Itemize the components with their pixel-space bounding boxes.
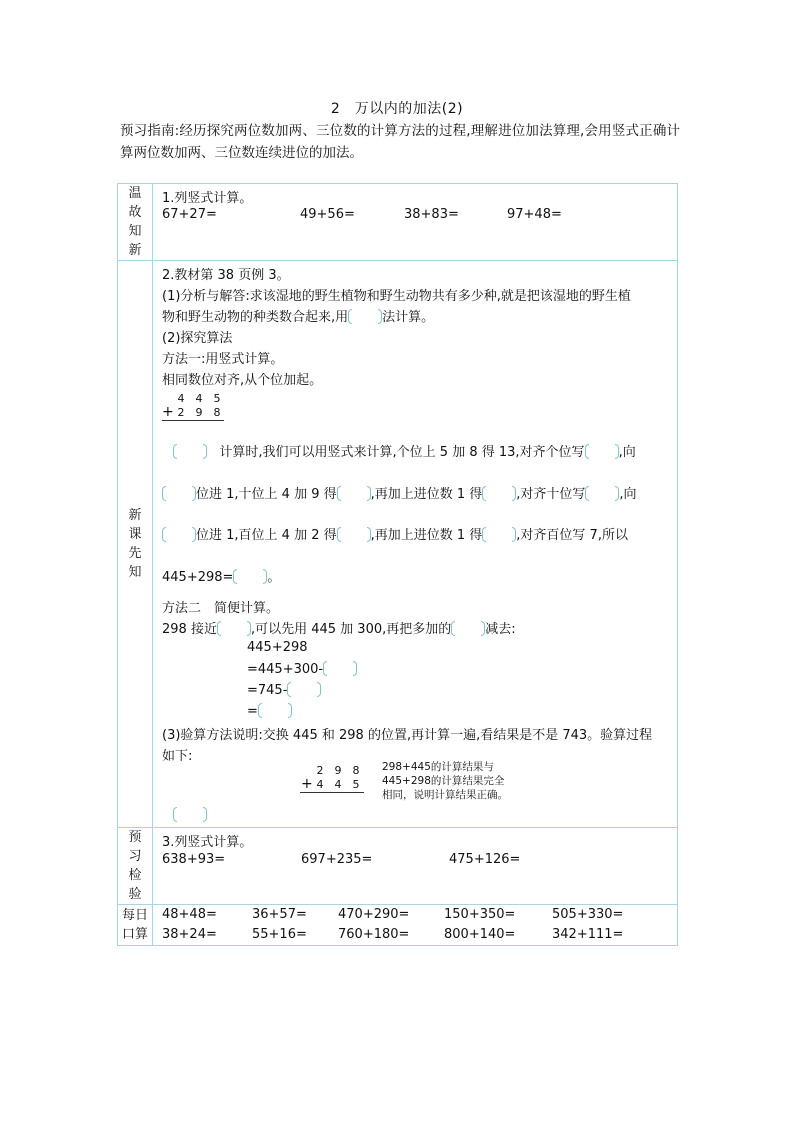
digit: 9 — [334, 764, 342, 777]
step-text: =745- — [247, 683, 288, 698]
review-label: 温故知新 — [128, 186, 142, 258]
daily-label-cell — [118, 905, 153, 946]
digit: 8 — [352, 764, 360, 777]
analysis-text: 物和野生动物的种类数合起来,用 — [162, 310, 349, 325]
daily-problem: 55+16= — [252, 927, 307, 942]
answer-blank[interactable] — [162, 486, 196, 500]
newlesson-label: 新课先知 — [128, 508, 142, 580]
process-line — [173, 441, 636, 460]
vertical-calc-445-298 — [162, 392, 232, 420]
daily-problem: 342+111= — [552, 927, 624, 942]
daily-row — [118, 905, 678, 946]
method2-text: 298 接近 — [162, 622, 217, 637]
daily-label: 每日 — [121, 908, 148, 923]
daily-label: 口算 — [121, 927, 148, 942]
method2-text: ,可以先用 445 加 300,再把多加的 — [250, 622, 452, 637]
step-text: = — [247, 704, 258, 719]
process-line — [162, 483, 637, 502]
method2-line — [162, 618, 516, 637]
process-text: ,对齐百位写 7,所以 — [516, 528, 628, 543]
answer-blank[interactable] — [482, 486, 516, 500]
answer-blank[interactable] — [482, 527, 516, 541]
step-line — [247, 703, 292, 719]
answer-blank[interactable] — [585, 444, 619, 458]
answer-blank[interactable] — [217, 621, 251, 635]
answer-blank[interactable] — [337, 527, 371, 541]
daily-problem: 38+24= — [162, 927, 217, 942]
process-text: ,再加上进位数 1 得 — [370, 487, 483, 502]
align-text: 相同数位对齐,从个位加起。 — [162, 373, 323, 388]
preview-problem: 697+235= — [301, 852, 373, 867]
process-text: ,向 — [619, 487, 637, 502]
daily-problem: 760+180= — [338, 927, 410, 942]
review-content — [153, 184, 678, 261]
answer-blank[interactable] — [348, 309, 382, 323]
daily-problem: 150+350= — [444, 907, 516, 922]
worksheet-table — [117, 183, 678, 946]
process-text: 位进 1,百位上 4 加 2 得 — [196, 528, 337, 543]
calc-underline — [300, 792, 364, 793]
daily-content — [153, 905, 678, 946]
answer-blank[interactable] — [162, 527, 196, 541]
daily-problem: 36+57= — [252, 907, 307, 922]
plus-sign: + — [301, 776, 313, 792]
check-note: 298+445的计算结果与445+298的计算结果完全相同，说明计算结果正确。 — [382, 761, 508, 801]
preview-row — [118, 828, 678, 905]
review-problem: 49+56= — [300, 207, 355, 222]
plus-sign: + — [162, 404, 174, 420]
page-title: 2 万以内的加法(2) — [330, 101, 464, 117]
digit: 2 — [316, 764, 324, 777]
result-text: 445+298= — [162, 570, 234, 585]
digit: 8 — [213, 406, 221, 419]
review-heading: 1.列竖式计算。 — [162, 191, 253, 206]
review-problem: 38+83= — [404, 207, 459, 222]
step-line: 445+298 — [247, 640, 308, 655]
digit: 4 — [334, 778, 342, 791]
preview-guide: 预习指南:经历探究两位数加两、三位数的计算方法的过程,理解进位加法算理,会用竖式正确计算两位数加两、三位数连续进位的加法。 — [120, 123, 680, 161]
digit: 5 — [352, 778, 360, 791]
digit: 2 — [177, 406, 185, 419]
step-line — [247, 682, 321, 698]
daily-problem: 48+48= — [162, 907, 217, 922]
preview-label-cell — [118, 828, 153, 905]
result-line — [162, 566, 280, 585]
answer-blank[interactable] — [451, 621, 485, 635]
process-text: ,对齐十位写 — [516, 487, 586, 502]
answer-blank[interactable] — [585, 486, 619, 500]
calc-underline — [162, 420, 224, 421]
process-text: ,向 — [618, 445, 636, 460]
answer-blank[interactable] — [173, 807, 207, 821]
analysis-line — [162, 306, 434, 325]
daily-problem: 470+290= — [338, 907, 410, 922]
digit: 4 — [316, 778, 324, 791]
review-problem: 67+27= — [162, 207, 217, 222]
digit: 4 — [195, 392, 203, 405]
answer-blank[interactable] — [233, 569, 267, 583]
daily-problem: 800+140= — [444, 927, 516, 942]
review-label-cell — [118, 184, 153, 261]
step-text: =445+300- — [247, 662, 324, 677]
method1-heading: 方法一:用竖式计算。 — [162, 352, 284, 367]
process-text: ,再加上进位数 1 得 — [370, 528, 483, 543]
process-text: 计算时,我们可以用竖式来计算,个位上 5 加 8 得 13,对齐个位写 — [219, 445, 585, 460]
explore-heading: (2)探究算法 — [162, 331, 233, 346]
preview-content — [153, 828, 678, 905]
check-line: 如下: — [162, 749, 193, 764]
method2-text: 减去: — [485, 622, 516, 637]
newlesson-row — [118, 261, 678, 828]
analysis-line: (1)分析与解答:求该湿地的野生植物和野生动物共有多少种,就是把该湿地的野生植 — [162, 289, 631, 304]
review-row — [118, 184, 678, 261]
check-line: (3)验算方法说明:交换 445 和 298 的位置,再计算一遍,看结果是不是 743。验算过程 — [162, 728, 653, 743]
process-text: 位进 1,十位上 4 加 9 得 — [196, 487, 337, 502]
example-heading: 2.教材第 38 页例 3。 — [162, 268, 290, 283]
review-problem: 97+48= — [507, 207, 562, 222]
digit: 4 — [177, 392, 185, 405]
daily-problem: 505+330= — [552, 907, 624, 922]
newlesson-content — [153, 261, 678, 828]
answer-blank[interactable] — [258, 703, 292, 717]
method2-heading: 方法二 简便计算。 — [162, 601, 280, 616]
process-line — [162, 524, 628, 543]
answer-blank[interactable] — [323, 661, 357, 675]
newlesson-label-cell — [118, 261, 153, 828]
preview-label: 预习检验 — [128, 830, 142, 902]
digit: 5 — [213, 392, 221, 405]
analysis-text: 法计算。 — [382, 310, 435, 325]
final-blank-line — [173, 807, 207, 823]
step-line — [247, 661, 357, 677]
preview-heading: 3.列竖式计算。 — [162, 835, 253, 850]
result-text: 。 — [267, 570, 281, 585]
answer-blank[interactable] — [173, 444, 207, 458]
digit: 9 — [195, 406, 203, 419]
answer-blank[interactable] — [287, 682, 321, 696]
vertical-calc-298-445 — [301, 764, 371, 792]
answer-blank[interactable] — [337, 486, 371, 500]
preview-problem: 638+93= — [162, 852, 226, 867]
preview-problem: 475+126= — [449, 852, 521, 867]
